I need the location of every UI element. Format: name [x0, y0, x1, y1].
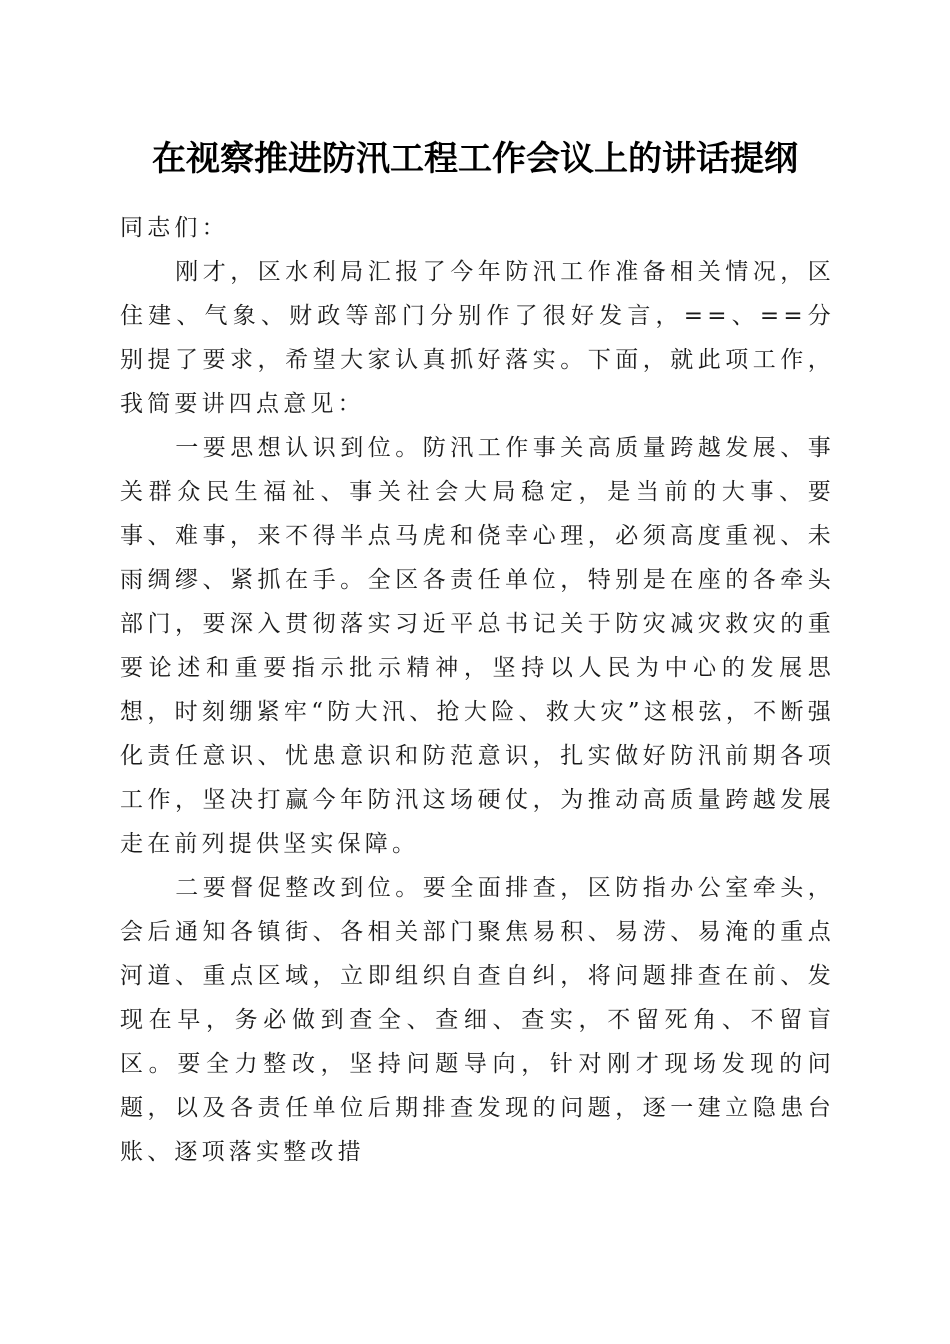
document-body — [120, 206, 835, 1174]
paragraph-point-two: 二要督促整改到位。要全面排查，区防指办公室牵头，会后通知各镇街、各相关部门聚焦易积、易涝、易淹的重点河道、重点区域，立即组织自查自纠，将问题排查在前、发现在早，务必做到查全、查细、查实，不留死角、不留盲区。要全力整改，坚持问题导向，针对刚才现场发现的问题，以及各责任单位后期排查发现的问题，逐一建立隐患台账、逐项落实整改措 — [120, 875, 835, 1165]
document-title: 在视察推进防汛工程工作会议上的讲话提纲 — [152, 139, 798, 179]
paragraph-point-one: 一要思想认识到位。防汛工作事关高质量跨越发展、事关群众民生福祉、事关社会大局稳定，是当前的大事、要事、难事，来不得半点马虎和侥幸心理，必须高度重视、未雨绸缪、紧抓在手。全区各责任单位，特别是在座的各牵头部门，要深入贯彻落实习近平总书记关于防灾减灾救灾的重要论述和重要指示批示精神，坚持以人民为中心的发展思想，时刻绷紧牢“防大汛、抢大险、救大灾”这根弦，不断强化责任意识、忧患意识和防范意识，扎实做好防汛前期各项工作，坚决打赢今年防汛这场硬仗，为推动高质量跨越发展走在前列提供坚实保障。 — [120, 435, 835, 857]
salutation: 同志们： — [120, 215, 229, 241]
paragraph-intro: 刚才，区水利局汇报了今年防汛工作准备相关情况，区住建、气象、财政等部门分别作了很好发言，==、==分别提了要求，希望大家认真抓好落实。下面，就此项工作，我简要讲四点意见： — [120, 259, 835, 417]
